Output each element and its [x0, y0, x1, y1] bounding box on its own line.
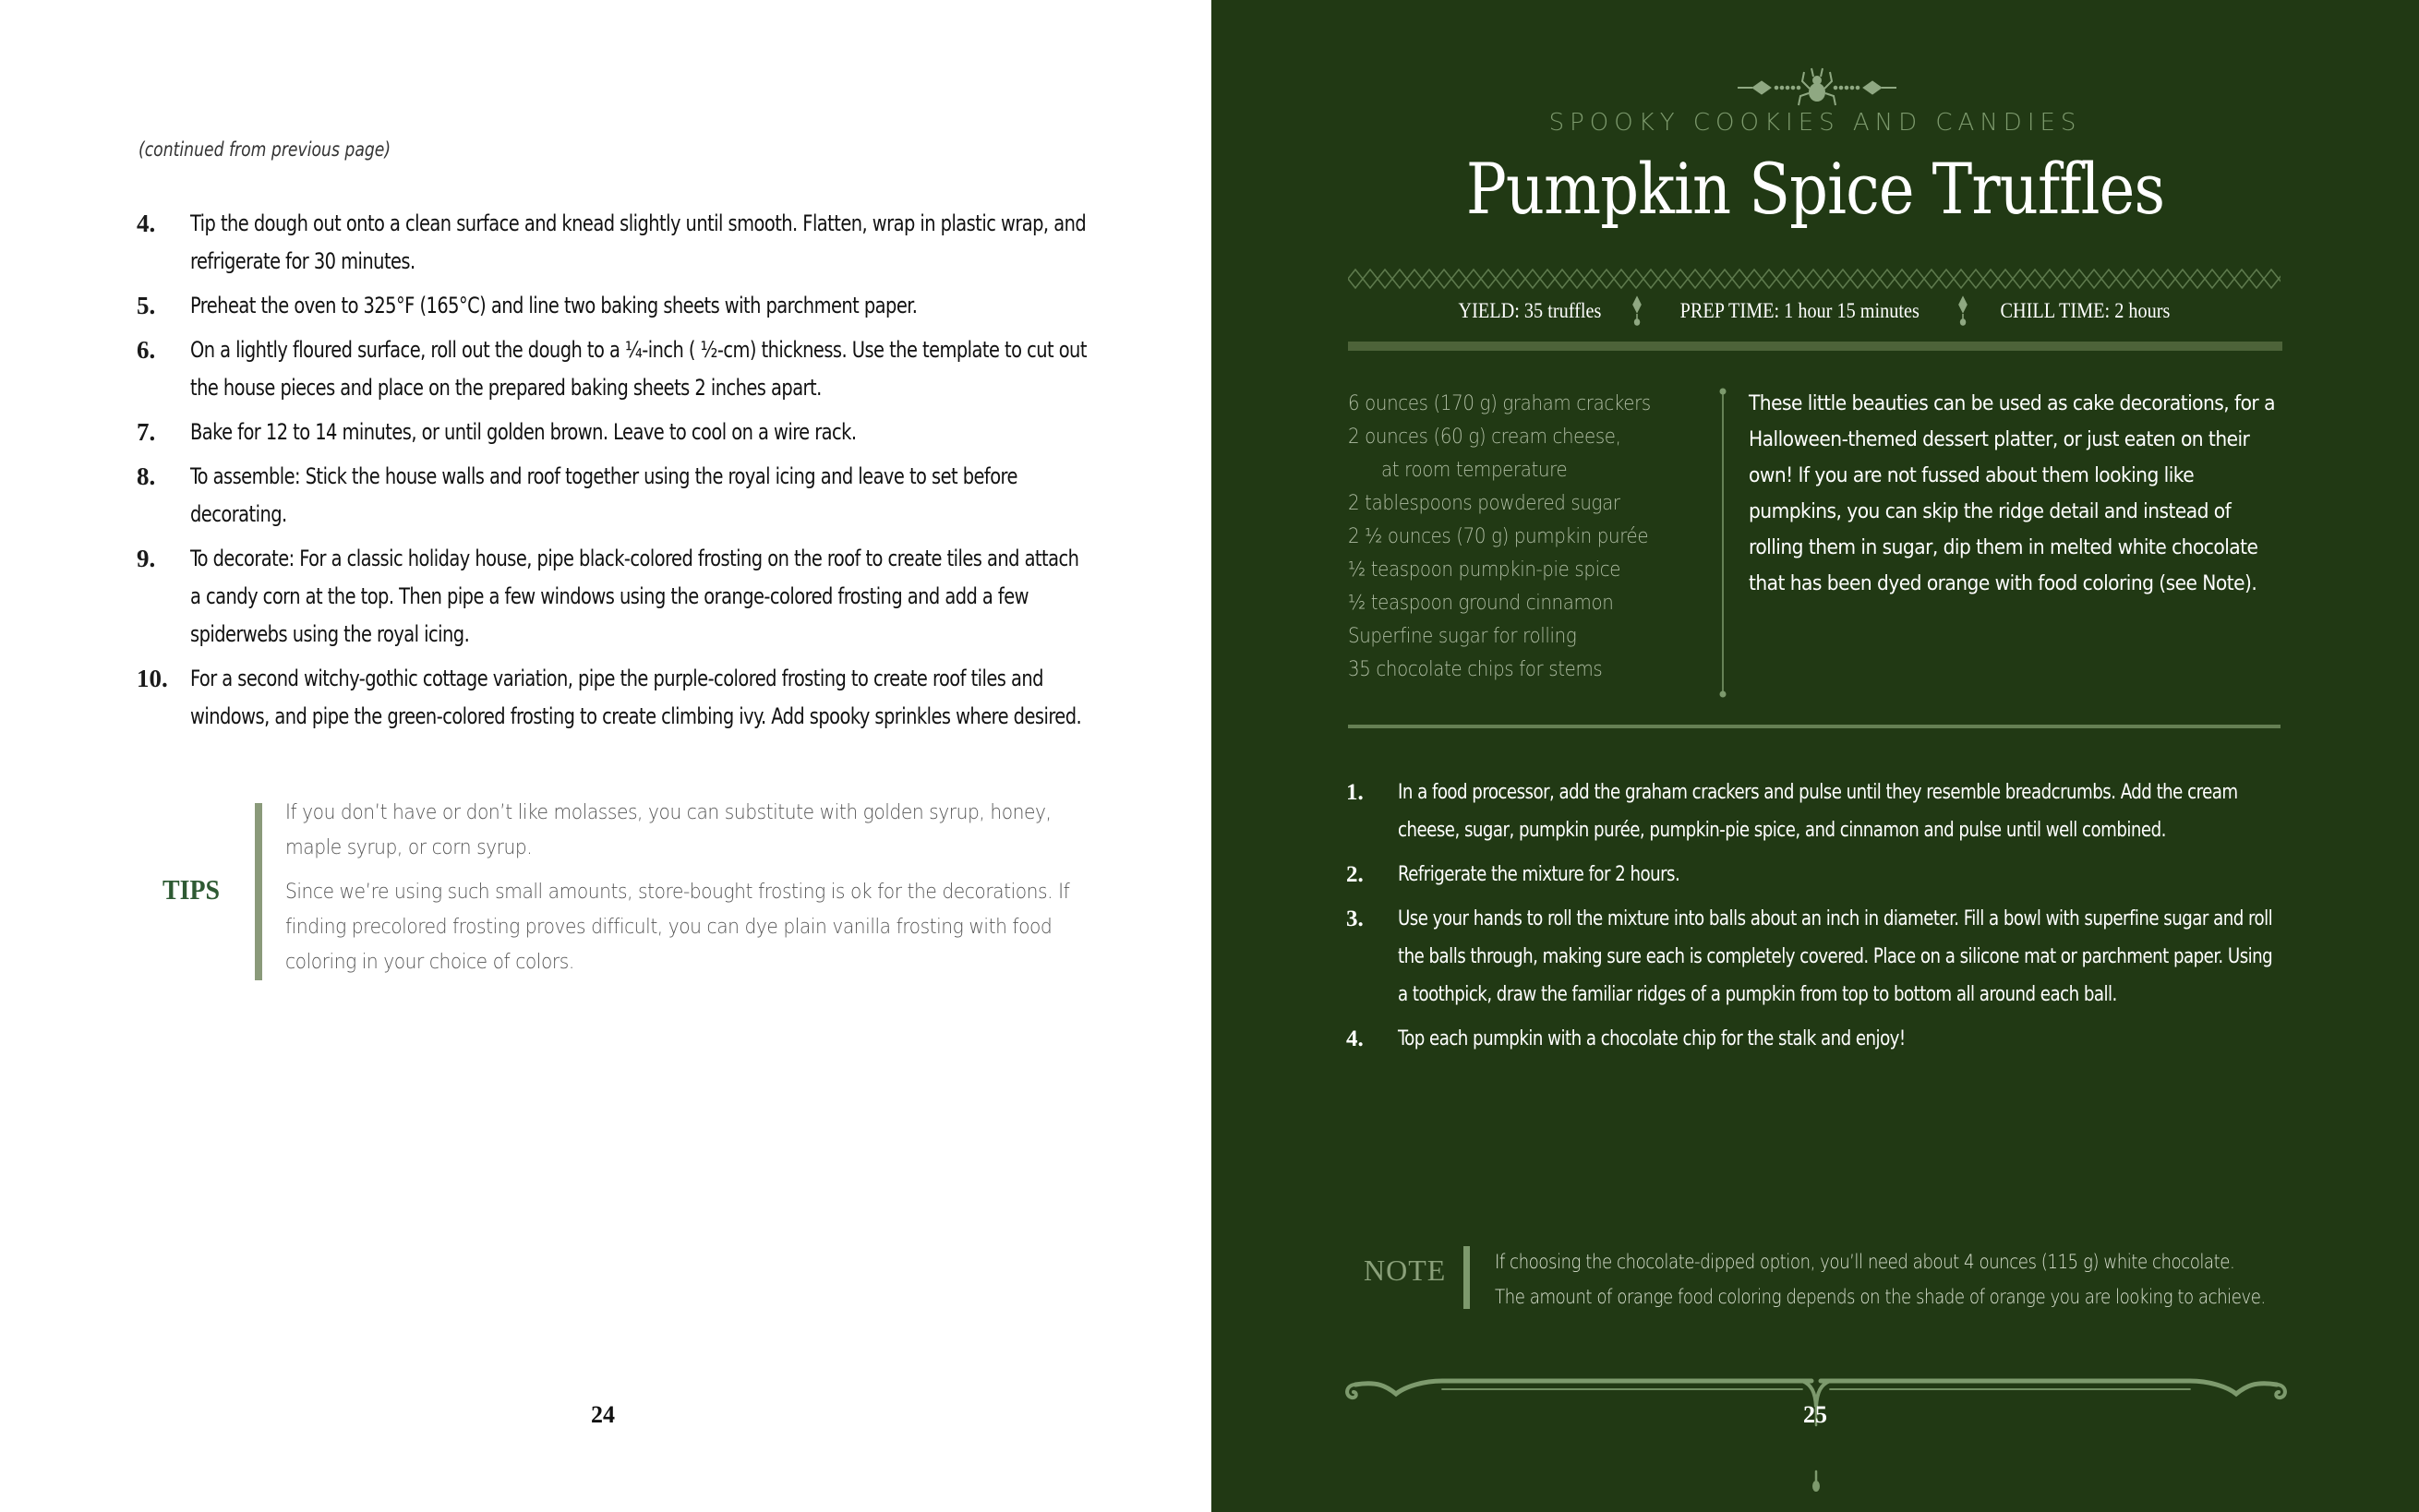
step-text: For a second witchy-gothic cottage variation, pipe the purple-colored frosting to create roof tiles and windows, and pipe the green-colored frosting to create climbing ivy. Add spooky sprinkles where desired. [190, 666, 1082, 729]
ingredient-item: 2 tablespoons powdered sugar [1348, 492, 1620, 515]
step-text: On a lightly floured surface, roll out the dough to a ¼-inch ( ½-cm) thickness. Use the template to cut out the house pieces and place on the prepared baking sheets 2 inches apart. [190, 337, 1087, 401]
recipe-title: Pumpkin Spice Truffles [1465, 148, 2165, 230]
intro-text: These little beauties can be used as cake decorations, for a Halloween-themed dessert platter, or just eaten on their own! If you are not fussed about them looking like pumpkins, you can skip the ridge detail and instead of rolling them in sugar, dip them in melted white chocolate that has been dyed orange with food coloring (see Note). [1749, 392, 2275, 595]
section-divider [1348, 725, 2281, 728]
ingredient-item: ½ teaspoon ground cinnamon [1348, 592, 1614, 615]
note-line: If choosing the chocolate-dipped option, you’ll need about 4 ounces (115 g) white chocolate. [1495, 1251, 2235, 1273]
note-content [1495, 1244, 2326, 1314]
step-number: 8. [137, 462, 156, 490]
diamond-pattern-divider [1348, 268, 2281, 290]
step-text: Refrigerate the mixture for 2 hours. [1398, 862, 1680, 886]
note-divider-bar [1463, 1246, 1470, 1309]
ingredient-item: 2 ½ ounces (70 g) pumpkin purée [1348, 525, 1649, 548]
step-item [1346, 774, 2288, 849]
yield-info: YIELD: 35 truffles [1458, 299, 1602, 322]
recipe-meta [1211, 295, 2419, 327]
page-number-left: 24 [591, 1401, 615, 1428]
vertical-divider [1717, 388, 1728, 698]
page-number-right: 25 [1803, 1401, 1827, 1428]
method-steps-continued [137, 205, 1088, 742]
step-item [1346, 900, 2288, 1014]
recipe-intro [1749, 386, 2293, 602]
step-text: To decorate: For a classic holiday house, pipe black-colored frosting on the roof to create tiles and attach a candy corn at the top. Then pipe a few windows using the orange-colored frosting and add a few spiderwebs using the royal icing. [190, 546, 1079, 647]
tips-content [285, 796, 1079, 990]
step-number: 6. [137, 336, 156, 364]
spider-icon [1725, 65, 1909, 111]
step-number: 10. [137, 665, 168, 692]
method-steps [1346, 774, 2288, 1064]
step-item [1346, 856, 2288, 894]
step-number: 3. [1346, 906, 1364, 931]
tips-box [162, 796, 1086, 980]
step-number: 4. [1346, 1026, 1364, 1051]
footer-scroll-ornament [1341, 1364, 2292, 1494]
ingredient-item: ½ teaspoon pumpkin-pie spice [1348, 558, 1621, 582]
tips-label: TIPS [162, 873, 221, 906]
step-item [137, 205, 1088, 281]
ingredient-item: 6 ounces (170 g) graham crackers [1348, 392, 1651, 415]
continued-note: (continued from previous page) [138, 138, 391, 161]
step-number: 4. [137, 210, 156, 237]
drop-ornament-icon [1958, 295, 1968, 327]
step-number: 2. [1346, 862, 1364, 887]
step-text: Bake for 12 to 14 minutes, or until golden brown. Leave to cool on a wire rack. [190, 419, 857, 445]
chill-time-info: CHILL TIME: 2 hours [2000, 299, 2171, 322]
tips-divider-bar [255, 803, 262, 980]
meta-underline-bar [1348, 342, 2282, 351]
step-text: Preheat the oven to 325°F (165°C) and line two baking sheets with parchment paper. [190, 293, 918, 318]
drop-ornament-icon [1632, 295, 1642, 327]
step-number: 9. [137, 545, 156, 572]
ingredient-item: 35 chocolate chips for stems [1348, 658, 1603, 681]
step-item [137, 331, 1088, 407]
step-number: 1. [1346, 780, 1364, 805]
step-number: 7. [137, 418, 156, 446]
ingredient-item: at room temperature [1381, 459, 1568, 482]
step-text: Use your hands to roll the mixture into balls about an inch in diameter. Fill a bowl with superfine sugar and roll the balls through, making sure each is completely covered. Place on a silicone mat or parchment paper. Using a toothpick, draw the familiar ridges of a pumpkin from top to bottom all around each ball. [1398, 906, 2273, 1006]
step-item [137, 414, 1088, 451]
step-item [137, 540, 1088, 654]
step-item [137, 458, 1088, 534]
category-heading: SPOOKY COOKIES AND CANDIES [1548, 109, 2082, 137]
ingredient-item: 2 ounces (60 g) cream cheese, [1348, 426, 1621, 449]
note-label: NOTE [1364, 1254, 1447, 1287]
step-number: 5. [137, 292, 156, 319]
step-text: Tip the dough out onto a clean surface and knead slightly until smooth. Flatten, wrap in plastic wrap, and refrigerate for 30 minutes. [190, 210, 1087, 274]
step-item [137, 660, 1088, 736]
right-page [1211, 0, 2419, 1512]
tip-item: Since we’re using such small amounts, store-bought frosting is ok for the decorations. If finding precolored frosting proves difficult, you can dye plain vanilla frosting with food coloring in your choice of colors. [285, 881, 1070, 974]
tip-item: If you don’t have or don’t like molasses, you can substitute with golden syrup, honey, maple syrup, or corn syrup. [285, 801, 1052, 859]
prep-time-info: PREP TIME: 1 hour 15 minutes [1679, 299, 1920, 322]
step-item [1346, 1020, 2288, 1058]
ingredient-item: Superfine sugar for rolling [1348, 625, 1577, 648]
step-text: Top each pumpkin with a chocolate chip for the stalk and enjoy! [1398, 1026, 1906, 1050]
ingredients-list [1348, 388, 1699, 687]
step-item [137, 287, 1088, 325]
note-line: The amount of orange food coloring depends on the shade of orange you are looking to achieve. [1495, 1286, 2266, 1308]
step-text: To assemble: Stick the house walls and roof together using the royal icing and leave to set before decorating. [190, 463, 1017, 527]
step-text: In a food processor, add the graham crackers and pulse until they resemble breadcrumbs. Add the cream cheese, sugar, pumpkin purée, pumpkin-pie spice, and cinnamon and pulse until well combined. [1398, 780, 2238, 842]
